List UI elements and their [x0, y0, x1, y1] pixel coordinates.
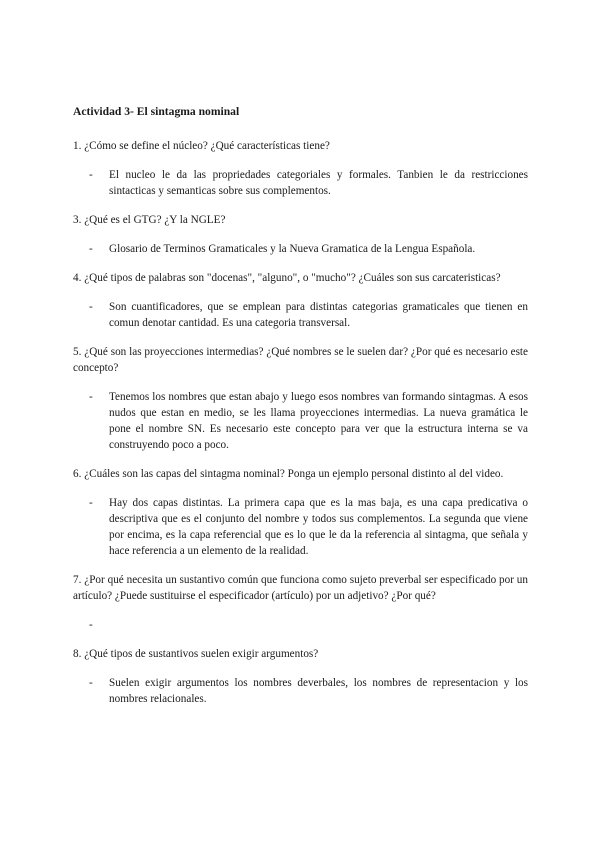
answer-4 [73, 299, 528, 331]
question-1: 1. ¿Cómo se define el núcleo? ¿Qué características tiene? [73, 140, 330, 152]
question-6: 6. ¿Cuáles son las capas del sintagma nominal? Ponga un ejemplo personal distinto al del video. [73, 468, 504, 480]
answer-7 [73, 617, 528, 633]
answer-8 [73, 675, 528, 707]
dash-bullet: - [89, 497, 93, 509]
question-4: 4. ¿Qué tipos de palabras son "docenas", "alguno", o "mucho"? ¿Cuáles son sus carcateristicas? [73, 272, 501, 284]
answer-text: Glosario de Terminos Gramaticales y la Nueva Gramatica de la Lengua Española. [109, 243, 476, 255]
dash-bullet: - [89, 169, 93, 181]
answer-5 [73, 389, 528, 453]
dash-bullet: - [89, 391, 93, 403]
answer-1 [73, 167, 528, 199]
dash-bullet: - [89, 619, 93, 631]
answer-3 [73, 241, 528, 257]
answer-text: Suelen exigir argumentos los nombres deverbales, los nombres de representacion y los nombres relacionales. [109, 677, 528, 705]
document-content [73, 104, 528, 720]
question-3: 3. ¿Qué es el GTG? ¿Y la NGLE? [73, 214, 226, 226]
question-8: 8. ¿Qué tipos de sustantivos suelen exigir argumentos? [73, 648, 319, 660]
answer-6 [73, 495, 528, 559]
dash-bullet: - [89, 301, 93, 313]
document-title: Actividad 3- El sintagma nominal [73, 105, 240, 118]
dash-bullet: - [89, 243, 93, 255]
dash-bullet: - [89, 677, 93, 689]
question-5: 5. ¿Qué son las proyecciones intermedias? ¿Qué nombres se le suelen dar? ¿Por qué es necesario este concepto? [73, 346, 528, 374]
answer-text: Tenemos los nombres que estan abajo y luego esos nombres van formando sintagmas. A esos nudos que estan en medio, se les llama proyecciones intermedias. La nueva gramática le pone el nombre SN. Es necesario este concepto para ver que la estructura interna se va construyendo poco a poco. [109, 391, 528, 451]
question-7: 7. ¿Por qué necesita un sustantivo común que funciona como sujeto preverbal ser especificado por un artículo? ¿Puede sustituirse el especificador (artículo) por un adjetivo? ¿Por qué? [73, 574, 528, 602]
answer-text: Son cuantificadores, que se emplean para distintas categorias gramaticales que tienen en comun denotar cantidad. Es una categoria transversal. [109, 301, 528, 329]
answer-text: El nucleo le da las propriedades categoriales y formales. Tanbien le da restricciones sintacticas y semanticas sobre sus complementos. [109, 169, 528, 197]
answer-text: Hay dos capas distintas. La primera capa que es la mas baja, es una capa predicativa o descriptiva que es el conjunto del nombre y todos sus complementos. La segunda que viene por encima, es la capa referencial que es lo que le da la referencia al sintagma, que señala y hace referencia a un elemento de la realidad. [109, 497, 528, 557]
